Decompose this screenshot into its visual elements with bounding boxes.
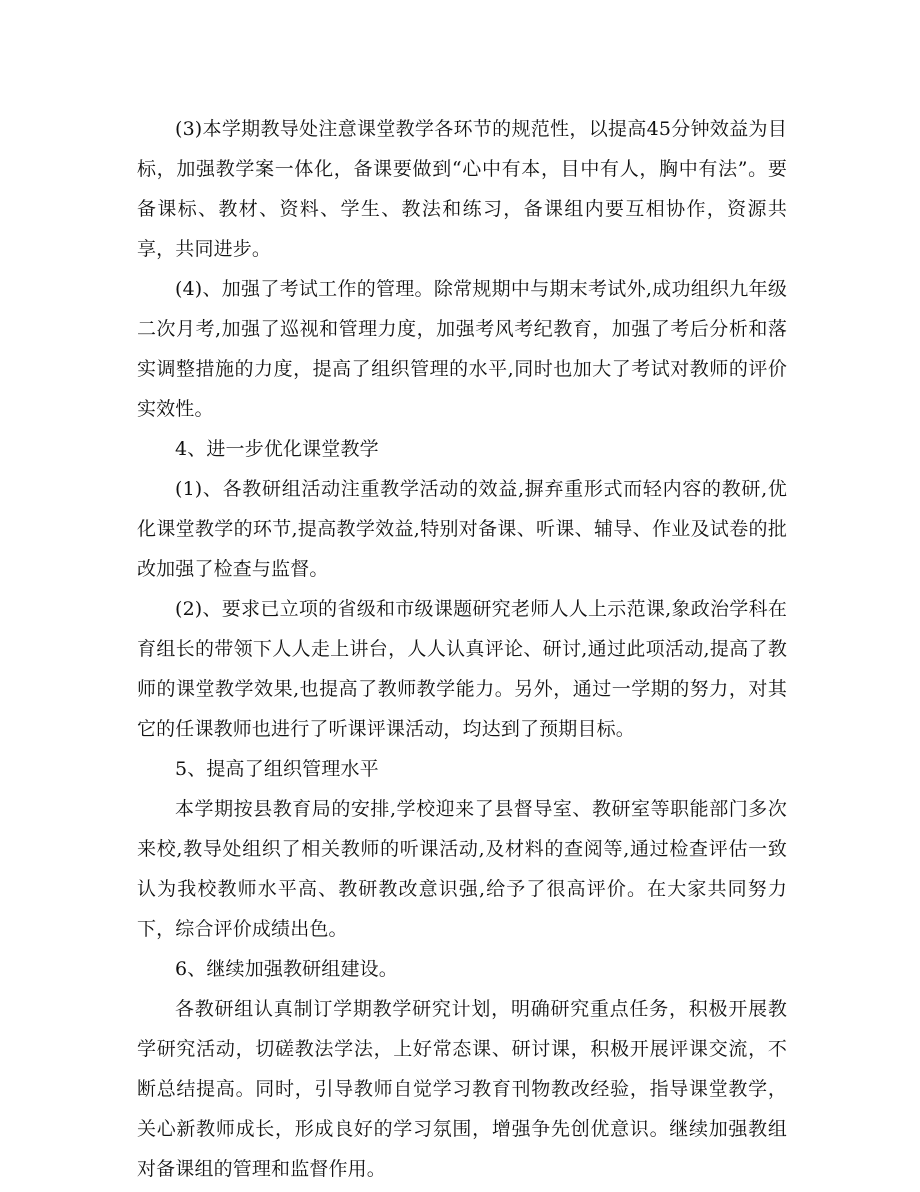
section-6-heading: 6、继续加强教研组建设。 [175,958,398,980]
paragraph-6-1: 各教研组认真制订学期教学研究计划，明确研究重点任务，积极开展教学研究活动，切磋教法学法，上好常态课、研讨课，积极开展评课交流，不断总结提高。同时，引导教师自觉学习教育刊物教改经验，指导课堂教学，关心新教师成长，形成良好的学习氛围，增强争先创优意识。继续加强教组对备课组的管理和监督作用。 [137,998,787,1180]
paragraph-4-2: (2)、要求已立项的省级和市级课题研究老师人人上示范课,象政治学科在育组长的带领下人人走上讲台，人人认真评论、研讨,通过此项活动,提高了教师的课堂教学效果,也提高了教师教学能力。另外，通过一学期的努力，对其它的任课教师也进行了听课评课活动，均达到了预期目标。 [137,598,787,740]
paragraph-3-3: (3)本学期教导处注意课堂教学各环节的规范性，以提高45分钟效益为目标，加强教学案一体化，备课要做到“心中有本，目中有人，胸中有法”。要备课标、教材、资料、学生、教法和练习，备课组内要互相协作，资源共享，共同进步。 [137,118,787,260]
section-5-heading: 5、提高了组织管理水平 [175,758,379,780]
paragraph-4-1: (1)、各教研组活动注重教学活动的效益,摒弃重形式而轻内容的教研,优化课堂教学的环节,提高教学效益,特别对备课、听课、辅导、作业及试卷的批改加强了检查与监督。 [137,478,787,580]
document-body [137,109,787,1189]
paragraph-5-1: 本学期按县教育局的安排,学校迎来了县督导室、教研室等职能部门多次来校,教导处组织了相关教师的听课活动,及材料的查阅等,通过检查评估一致认为我校教师水平高、教研教改意识强,给予了很高评价。在大家共同努力下，综合评价成绩出色。 [137,798,787,940]
paragraph-3-4: (4)、加强了考试工作的管理。除常规期中与期末考试外,成功组织九年级二次月考,加强了巡视和管理力度，加强考风考纪教育，加强了考后分析和落实调整措施的力度，提高了组织管理的水平,同时也加大了考试对教师的评价实效性。 [137,278,787,420]
section-4-heading: 4、进一步优化课堂教学 [175,438,379,460]
